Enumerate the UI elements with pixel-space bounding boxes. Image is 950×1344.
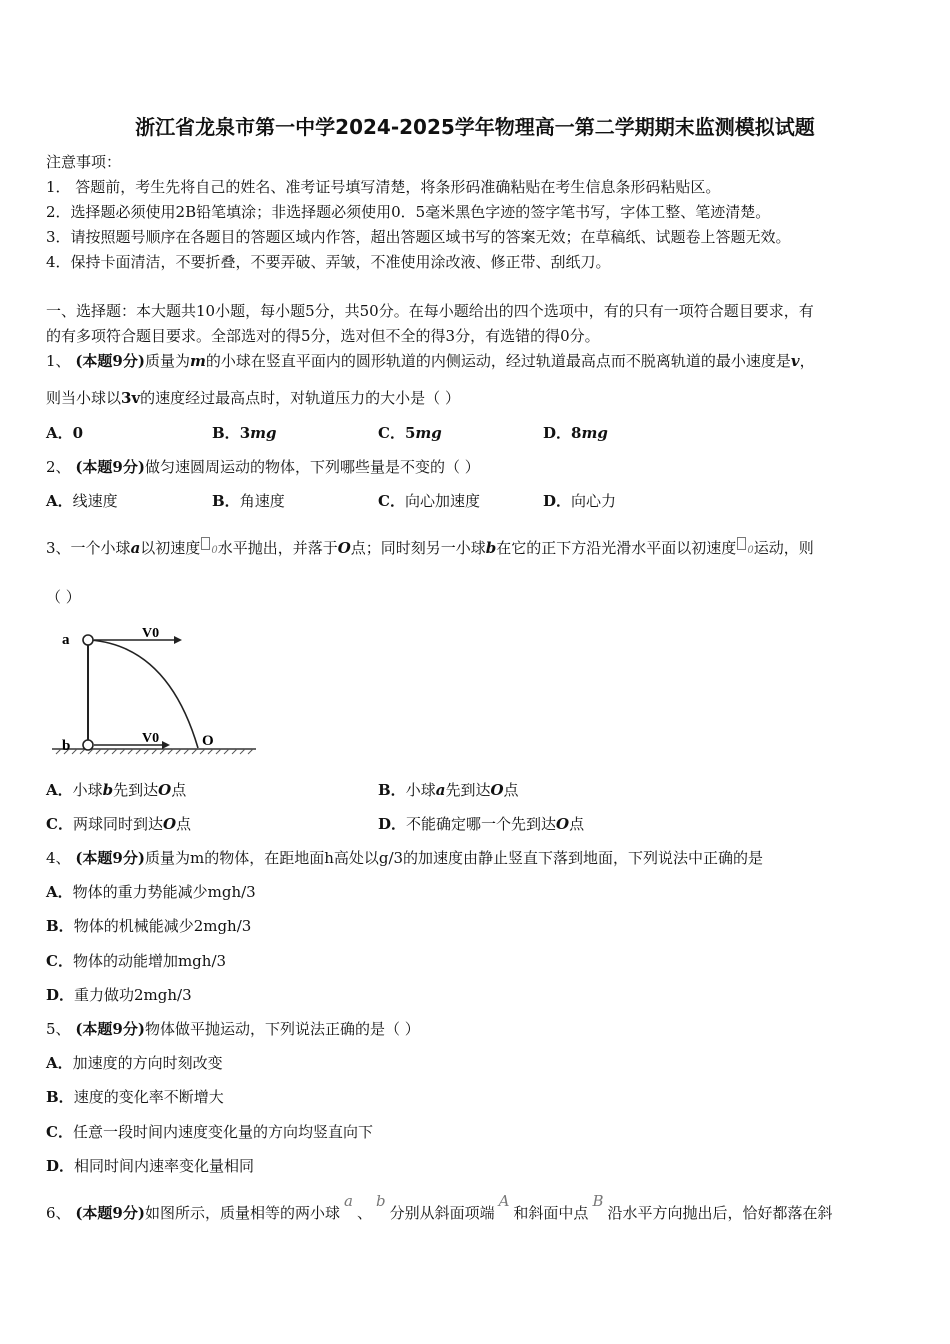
option-text: 点	[503, 781, 519, 799]
option-d[interactable]	[543, 423, 608, 443]
notice-item: 1． 答题前，考生先将自己的姓名、准考证号填写清楚，将条形码准确粘贴在考生信息条形码粘贴区。	[46, 178, 721, 196]
question-text: 沿水平方向抛出后，恰好都落在斜	[607, 1204, 833, 1222]
option-text: 先到达	[113, 781, 159, 799]
option-text: 小球	[72, 781, 103, 799]
label-v0-top: V0	[142, 626, 160, 641]
option-text: 点	[171, 781, 187, 799]
option-text: mg	[581, 424, 608, 442]
question-number: 4、	[46, 849, 71, 867]
variable: b	[375, 1192, 386, 1210]
question-score-tag: (本题9分)	[75, 1204, 145, 1222]
question-3	[46, 537, 814, 561]
option-label: B．	[212, 424, 240, 442]
option-d[interactable]	[46, 985, 192, 1005]
option-text: 物体的重力势能减少mgh/3	[72, 883, 256, 901]
question-text: 质量为m的物体，在距地面h高处以g/3的加速度由静止竖直下落到地面，下列说法中正确的是	[144, 849, 764, 867]
missing-glyph-icon	[737, 537, 746, 550]
option-text: 物体的动能增加mgh/3	[72, 952, 227, 970]
label-v0-bottom: V0	[142, 731, 160, 746]
question-number: 2、	[46, 458, 71, 476]
notice-item: 2．选择题必须使用2B铅笔填涂；非选择题必须使用0．5毫米黑色字迹的签字笔书写，字体工整、笔迹清楚。	[46, 203, 771, 221]
ball-b	[83, 740, 93, 750]
option-label: A．	[46, 424, 73, 442]
option-text: 3	[239, 424, 251, 442]
option-text: 不能确定哪一个先到达	[406, 815, 557, 833]
label-b: b	[62, 738, 71, 754]
option-label: B．	[378, 781, 406, 799]
question-text: 的速度经过最高点时，对轨道压力的大小是（ ）	[140, 389, 460, 407]
question-score-tag: (本题9分)	[75, 352, 145, 370]
label-o: O	[202, 733, 214, 749]
label-a: a	[62, 632, 70, 648]
option-text: 相同时间内速率变化量相同	[74, 1157, 255, 1175]
question-text: 运动，则	[753, 539, 814, 557]
option-text: 两球同时到达	[72, 815, 163, 833]
option-text: 任意一段时间内速度变化量的方向均竖直向下	[72, 1123, 373, 1141]
question-text: 水平抛出，并落于	[217, 539, 338, 557]
question-1-line1	[46, 351, 815, 371]
question-number: 6、	[46, 1204, 71, 1222]
section-instructions-line2: 的有多项符合题目要求。全部选对的得5分，选对但不全的得3分，有选错的得0分。	[46, 327, 600, 345]
option-c[interactable]	[378, 423, 442, 443]
option-text: 0	[72, 424, 84, 442]
option-label: C．	[378, 492, 405, 510]
variable: a	[435, 781, 446, 799]
question-4	[46, 848, 763, 868]
question-1-line2	[46, 388, 460, 408]
variable: a	[343, 1192, 353, 1210]
option-label: B．	[46, 1088, 74, 1106]
question-text: 分别从斜面项端	[389, 1204, 495, 1222]
option-text: 先到达	[445, 781, 491, 799]
question-number: 3、	[46, 539, 71, 557]
ball-a	[83, 635, 93, 645]
option-text: 加速度的方向时刻改变	[72, 1054, 223, 1072]
notice-item: 4．保持卡面清洁，不要折叠，不要弄破、弄皱，不准使用涂改液、修正带、刮纸刀。	[46, 253, 611, 271]
projectile-diagram	[50, 620, 260, 760]
option-label: A．	[46, 492, 73, 510]
notice-heading: 注意事项：	[46, 153, 122, 171]
option-text: 向心加速度	[404, 492, 480, 510]
option-text: 8	[571, 424, 582, 442]
variable: 3v	[121, 389, 141, 407]
option-text: mg	[415, 424, 442, 442]
question-text: 的小球在竖直平面内的圆形轨道的内侧运动，经过轨道最高点而不脱离轨道的最小速度是	[205, 352, 791, 370]
question-text: 如图所示，质量相等的两小球	[144, 1204, 340, 1222]
question-text: 和斜面中点	[513, 1204, 589, 1222]
option-text: 向心力	[571, 492, 617, 510]
option-text: 重力做功2mgh/3	[74, 986, 192, 1004]
variable: O	[556, 815, 570, 833]
question-text: 以初速度	[140, 539, 201, 557]
section-instructions-line1: 一、选择题：本大题共10小题，每小题5分，共50分。在每小题给出的四个选项中，有的只有一项符合题目要求，有	[46, 302, 814, 320]
option-a[interactable]	[46, 882, 256, 902]
option-label: A．	[46, 781, 73, 799]
option-text: mg	[250, 424, 277, 442]
variable: 0	[747, 545, 754, 556]
arrowhead-icon	[174, 636, 182, 644]
option-label: C．	[46, 1123, 73, 1141]
option-b[interactable]	[212, 491, 285, 511]
variable: A	[498, 1192, 510, 1210]
variable: a	[130, 539, 141, 557]
option-label: C．	[46, 952, 73, 970]
question-text: 则当小球以	[46, 389, 122, 407]
option-text: 小球	[405, 781, 436, 799]
option-d[interactable]	[378, 814, 584, 834]
question-text: 在它的正下方沿光滑水平面以初速度	[496, 539, 737, 557]
option-b[interactable]	[46, 916, 251, 936]
question-number: 5、	[46, 1020, 71, 1038]
option-label: B．	[212, 492, 240, 510]
option-c[interactable]	[46, 951, 226, 971]
notice-item: 3．请按照题号顺序在各题目的答题区域内作答，超出答题区域书写的答案无效；在草稿纸、试题卷上答题无效。	[46, 228, 791, 246]
variable: 0	[211, 545, 218, 556]
variable: b	[485, 539, 497, 557]
option-label: A．	[46, 883, 73, 901]
option-text: 速度的变化率不断增大	[73, 1088, 224, 1106]
question-score-tag: (本题9分)	[75, 458, 145, 476]
variable: O	[337, 539, 351, 557]
option-text: 物体的机械能减少2mgh/3	[73, 917, 252, 935]
question-number: 1、	[46, 352, 71, 370]
option-a[interactable]	[46, 780, 186, 800]
option-label: D．	[46, 986, 75, 1004]
option-c[interactable]	[46, 1122, 373, 1142]
option-label: A．	[46, 1054, 73, 1072]
variable: O	[158, 781, 172, 799]
question-6	[46, 1192, 833, 1223]
option-c[interactable]	[46, 814, 191, 834]
option-label: D．	[378, 815, 407, 833]
variable: b	[102, 781, 114, 799]
option-b[interactable]	[378, 780, 519, 800]
question-2	[46, 457, 480, 477]
option-label: B．	[46, 917, 74, 935]
option-label: C．	[378, 424, 405, 442]
option-text: 角速度	[239, 492, 285, 510]
missing-glyph-icon	[201, 537, 210, 550]
option-d[interactable]	[543, 491, 616, 511]
arrowhead-icon	[162, 741, 170, 749]
option-b[interactable]	[46, 1087, 224, 1107]
option-d[interactable]	[46, 1156, 254, 1176]
option-a[interactable]	[46, 1053, 223, 1073]
option-label: D．	[46, 1157, 75, 1175]
answer-parentheses: （ ）	[46, 588, 81, 606]
variable: O	[162, 815, 177, 833]
variable: O	[490, 781, 504, 799]
question-text: ，	[799, 352, 815, 370]
question-text: 一个小球	[70, 539, 131, 557]
option-label: D．	[543, 424, 572, 442]
page-title: 浙江省龙泉市第一中学2024-2025学年物理高一第二学期期末监测模拟试题	[135, 115, 815, 139]
question-score-tag: (本题9分)	[75, 1020, 145, 1038]
option-b[interactable]	[212, 423, 277, 443]
option-label: C．	[46, 815, 73, 833]
question-score-tag: (本题9分)	[75, 849, 145, 867]
question-text: 做匀速圆周运动的物体，下列哪些量是不变的（ ）	[144, 458, 480, 476]
variable: B	[592, 1192, 604, 1210]
option-label: D．	[543, 492, 572, 510]
option-text: 5	[404, 424, 416, 442]
option-text: 点	[176, 815, 192, 833]
option-a[interactable]	[46, 423, 83, 443]
variable: v	[790, 352, 800, 370]
option-text: 点	[569, 815, 585, 833]
option-c[interactable]	[378, 491, 480, 511]
variable: m	[189, 352, 206, 370]
option-text: 线速度	[72, 492, 118, 510]
question-5	[46, 1019, 420, 1039]
question-text: 物体做平抛运动，下列说法正确的是（ ）	[144, 1020, 420, 1038]
option-a[interactable]	[46, 491, 118, 511]
question-text: 点；同时刻另一小球	[350, 539, 486, 557]
question-text: 质量为	[144, 352, 190, 370]
question-text: 、	[356, 1204, 372, 1222]
